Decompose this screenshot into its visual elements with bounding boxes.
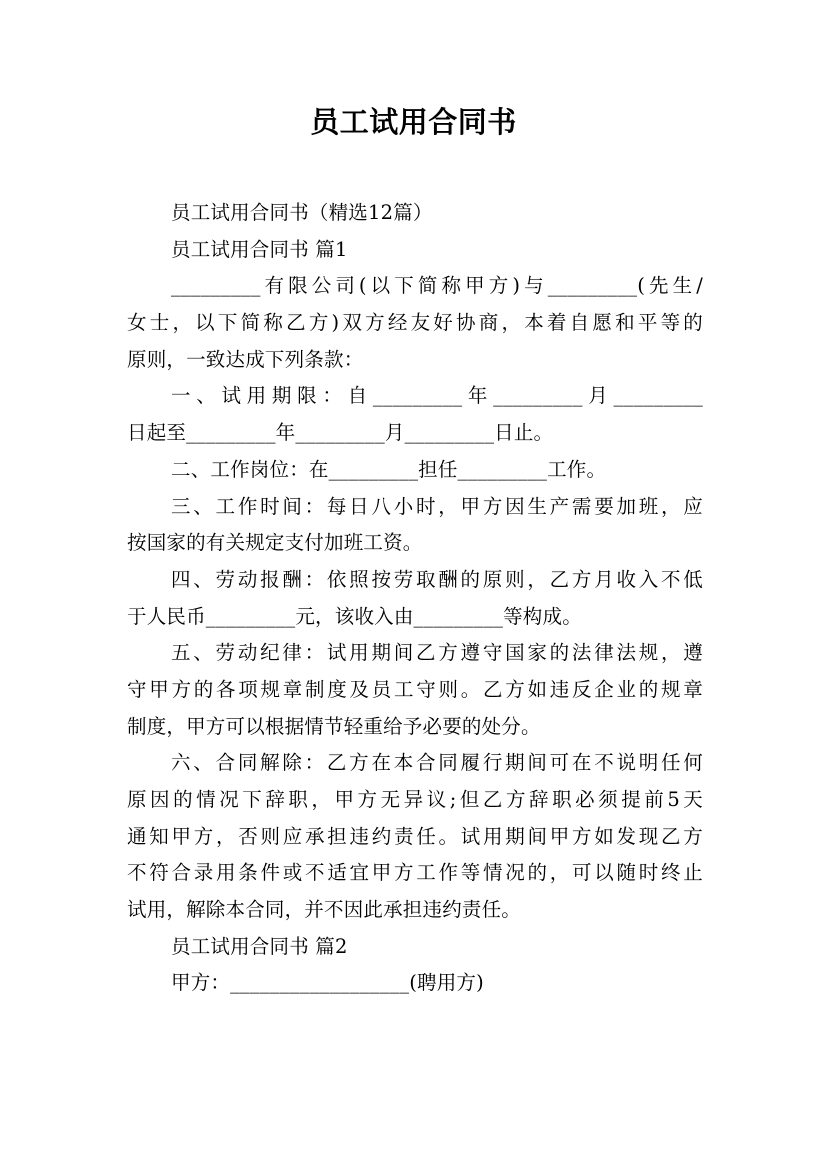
- text-line: 女士，以下简称乙方)双方经友好协商，本着自愿和平等的: [127, 311, 703, 335]
- text-line: 原则，一致达成下列条款：: [127, 347, 364, 371]
- text-line: 四、劳动报酬：依照按劳取酬的原则，乙方月收入不低: [171, 567, 703, 591]
- text-line: 三、工作时间：每日八小时，甲方因生产需要加班，应: [171, 494, 703, 518]
- text-line: 原因的情况下辞职，甲方无异议;但乙方辞职必须提前5天: [127, 788, 703, 811]
- text-line: 不符合录用条件或不适宜甲方工作等情况的，可以随时终止: [127, 861, 703, 885]
- text-line: 于人民币_________元，该收入由_________等构成。: [127, 604, 582, 628]
- text-line: 员工试用合同书 篇2: [171, 934, 348, 958]
- text-line: 制度，甲方可以根据情节轻重给予必要的处分。: [127, 714, 541, 738]
- text-line: 甲方：__________________(聘用方): [171, 971, 484, 995]
- text-line: 守甲方的各项规章制度及员工守则。乙方如违反企业的规章: [127, 677, 703, 701]
- text-line: 一、试用期限：自_________年_________月_________: [171, 384, 703, 408]
- text-line: 日起至_________年_________月_________日止。: [127, 421, 554, 445]
- text-line: 六、合同解除：乙方在本合同履行期间可在不说明任何: [171, 751, 703, 775]
- text-line: 二、工作岗位：在_________担任_________工作。: [171, 457, 607, 481]
- text-line: 试用，解除本合同，并不因此承担违约责任。: [127, 898, 522, 922]
- text-line: 员工试用合同书（精选12篇）: [171, 201, 433, 224]
- text-line: 员工试用合同书 篇1: [171, 237, 348, 261]
- text-line: 通知甲方，否则应承担违约责任。试用期间甲方如发现乙方: [127, 824, 703, 848]
- text-line: 五、劳动纪律：试用期间乙方遵守国家的法律法规，遵: [171, 641, 703, 665]
- document-body: [127, 195, 703, 1002]
- text-line: 按国家的有关规定支付加班工资。: [127, 531, 423, 555]
- text-line: _________有限公司(以下简称甲方)与_________(先生/: [171, 274, 703, 298]
- document-title: 员工试用合同书: [310, 105, 517, 139]
